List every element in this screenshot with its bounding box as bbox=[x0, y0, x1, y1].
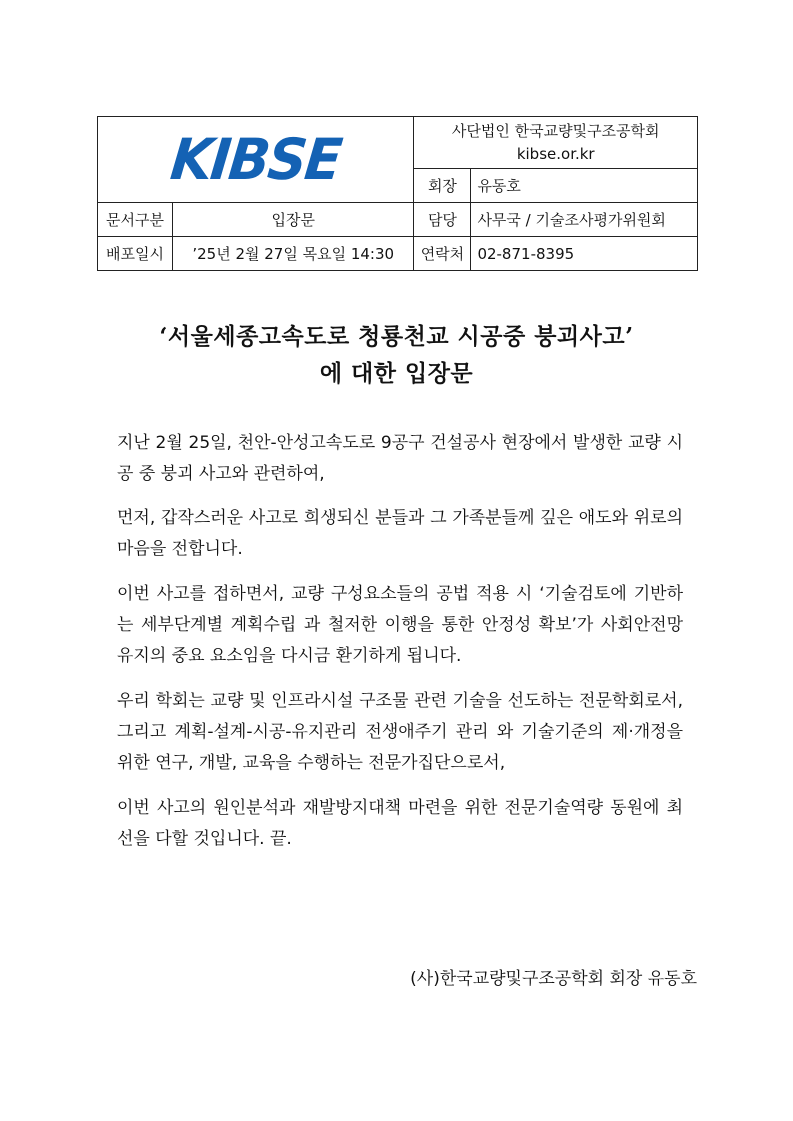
phone-value: 02-871-8395 bbox=[471, 237, 698, 271]
paragraph: 지난 2월 25일, 천안-안성고속도로 9공구 건설공사 현장에서 발생한 교량 시공 중 붕괴 사고와 관련하여, bbox=[117, 433, 683, 484]
release-date-value: ’25년 2월 27일 목요일 14:30 bbox=[173, 237, 414, 271]
logo-cell bbox=[98, 117, 414, 203]
doc-type-label: 문서구분 bbox=[98, 203, 173, 237]
paragraph: 우리 학회는 교량 및 인프라시설 구조물 관련 기술을 선도하는 전문학회로서, 그리고 계획-설계-시공-유지관리 전생애주기 관리 와 기술기준의 제·개정을 위한 연구, 개발, 교육을 수행하는 전문가집단으로서, bbox=[117, 691, 683, 773]
phone-label: 연락처 bbox=[414, 237, 471, 271]
paragraph: 먼저, 갑작스러운 사고로 희생되신 분들과 그 가족분들께 깊은 애도와 위로의 마음을 전합니다. bbox=[117, 508, 683, 559]
header-table bbox=[97, 116, 698, 271]
statement-body bbox=[117, 428, 683, 869]
signature: (사)한국교량및구조공학회 회장 유동호 bbox=[410, 969, 697, 989]
release-date-label: 배포일시 bbox=[98, 237, 173, 271]
kibse-logo: KIBSE bbox=[167, 125, 344, 193]
doc-type-value: 입장문 bbox=[173, 203, 414, 237]
president-label: 회장 bbox=[414, 169, 471, 203]
contact-person-value: 사무국 / 기술조사평가위원회 bbox=[471, 203, 698, 237]
org-url: kibse.or.kr bbox=[516, 144, 595, 163]
document-title bbox=[0, 318, 793, 392]
contact-person-label: 담당 bbox=[414, 203, 471, 237]
paragraph: 이번 사고를 접하면서, 교량 구성요소들의 공법 적용 시 ‘기술검토에 기반하는 세부단계별 계획수립 과 철저한 이행을 통한 안정성 확보’가 사회안전망 유지의 중요 요소임을 다시금 환기하게 됩니다. bbox=[117, 584, 683, 666]
org-cell bbox=[414, 117, 698, 169]
paragraph: 이번 사고의 원인분석과 재발방지대책 마련을 위한 전문기술역량 동원에 최선을 다할 것입니다. 끝. bbox=[117, 798, 683, 849]
org-name: 사단법인 한국교량및구조공학회 bbox=[451, 121, 660, 140]
title-line-1: ‘서울세종고속도로 청룡천교 시공중 붕괴사고’ bbox=[159, 323, 634, 350]
title-line-2: 에 대한 입장문 bbox=[319, 360, 474, 387]
president-name: 유동호 bbox=[471, 169, 698, 203]
